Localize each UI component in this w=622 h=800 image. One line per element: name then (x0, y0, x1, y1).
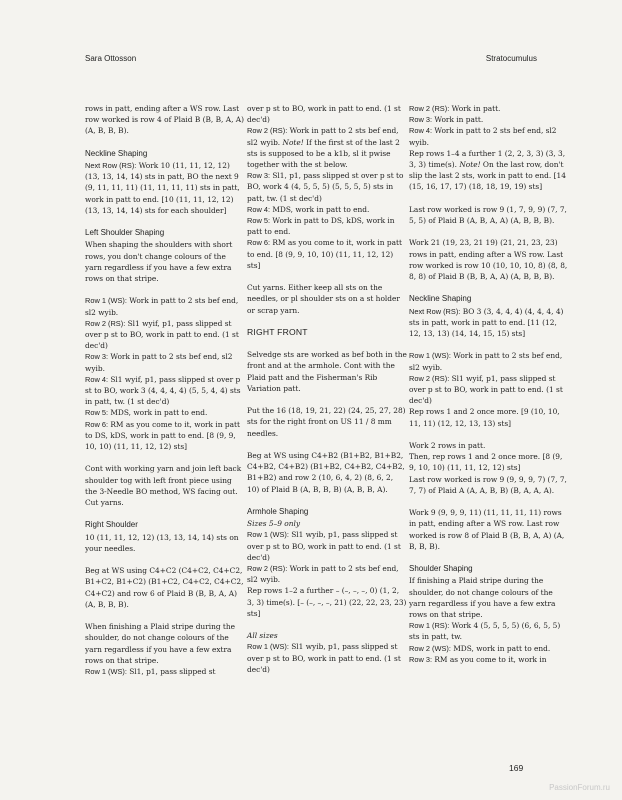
row-text: Work in patt to 2 sts bef end, sl2 wyib. (409, 351, 563, 372)
row-label: Row 6: (247, 238, 271, 248)
row-text: Work in patt to 2 sts bef end, sl2 wyib. (247, 126, 399, 147)
paragraph: When finishing a Plaid stripe during the shoulder, do not change colours of the yarn regardless if you have a few extra rows on that stripe. (85, 622, 236, 665)
instruction-row-1 (409, 620, 569, 642)
row-text: Work in patt. (432, 115, 484, 125)
instruction-row-1 (85, 666, 245, 677)
row-text: RM as you come to it, work in patt to DS, kDS, work in patt to end. [8 (9, 9, 10, 10) (11, 11, 12, 12) sts] (85, 419, 240, 452)
paragraph: Last row worked is row 9 (9, 9, 9, 7) (7, 7, 7, 7) of Plaid A (A, A, B, B) (B, A, A, A). (409, 474, 567, 495)
paragraph: rows in patt, ending after a WS row. Last row worked is row 4 of Plaid B (B, B, A, A) (A, B, B, B). (85, 104, 245, 136)
row-label: Row 1 (WS): (85, 667, 127, 677)
row-text: Work in patt to 2 sts bef end, sl2 wyib. (85, 296, 239, 317)
row-text: Sl1 wyif, p1, pass slipped st over p st to BO, work in patt to end. (1 st dec'd) (409, 373, 563, 406)
paragraph: Put the 16 (18, 19, 21, 22) (24, 25, 27, 28) sts for the right front on US 11 / 8 mm needles. (247, 406, 406, 438)
row-label: Row 2 (RS): (409, 104, 450, 113)
paragraph: Work 9 (9, 9, 9, 11) (11, 11, 11, 11) rows in patt, ending after a WS row. Last row worked is row 8 of Plaid B (B, B, A, A) (A, B, B, B). (409, 508, 565, 551)
paragraph: Beg at WS using C4+C2 (C4+C2, C4+C2, B1+C2, B1+C2) (B1+C2, C4+C2, C4+C2, C4+C2) and row 6 of Plaid B (B, B, A, A) (A, B, B, B). (85, 566, 244, 609)
row-label: Row 2 (RS): (247, 126, 288, 136)
instruction-row-1 (85, 295, 245, 317)
row-text: Sl1 wyif, p1, pass slipped st over p st to BO, work in patt to end. (1 st dec'd) (85, 318, 239, 351)
neckline-shaping-heading: Neckline Shaping (85, 148, 148, 158)
neckline-shaping-heading: Neckline Shaping (409, 294, 472, 304)
row-text: RM as you come to it, work in patt to end. [8 (9, 9, 10, 10) (11, 11, 12, 12) sts] (247, 238, 402, 270)
paragraph: Work 21 (19, 23, 21 19) (21, 21, 23, 23) rows in patt, ending after a WS row. Last row worked is row 10 (10, 10, 10, 8) (8, 8, 8, 8) of Plaid B (B, B, A, A) (A, B, B, B). (409, 238, 568, 282)
instruction-next-row (85, 160, 245, 216)
instruction-row-1 (247, 641, 407, 675)
row-text: Work 4 (5, 5, 5, 5) (6, 6, 5, 5) sts in patt, tw. (409, 621, 561, 642)
instruction-row-2 (409, 643, 569, 654)
row-label: Row 2 (RS): (247, 564, 288, 574)
instruction-row-6 (247, 237, 407, 271)
row-label: Row 5: (85, 408, 109, 418)
instruction-row-2 (247, 125, 407, 170)
row-label: Row 2 (RS): (409, 373, 450, 383)
page-number: 169 (509, 763, 524, 773)
instruction-row-6 (85, 419, 245, 453)
row-label: Row 1 (WS): (409, 351, 451, 361)
row-label: Row 3: (409, 654, 433, 664)
row-text: On the last row, don't slip the last 2 sts, work in patt to end. [14 (15, 16, 17, 17) (18, 18, 19, 19) sts] (409, 160, 566, 192)
row-label: Row 3: (409, 115, 433, 125)
column-3 (409, 103, 569, 665)
paragraph: 10 (11, 11, 12, 12) (13, 13, 14, 14) sts on your needles. (85, 532, 239, 553)
paragraph: Last row worked is row 9 (1, 7, 9, 9) (7, 7, 5, 5) of Plaid B (A, B, A, A) (A, B, B, B). (409, 204, 567, 226)
instruction-row-1 (409, 350, 569, 372)
instruction-row-4 (409, 125, 569, 147)
paragraph: Rep rows 1–2 a further – (–, –, –, 0) (1, 2, 3, 3) time(s). [– (–, –, –, 21) (22, 22, 23, 23) sts] (247, 586, 407, 618)
row-label: Row 3: (247, 171, 271, 181)
row-label: Next Row (RS): (409, 306, 461, 316)
left-shoulder-heading: Left Shoulder Shaping (85, 228, 165, 238)
paragraph: Cut yarns. Either keep all sts on the needles, or pl shoulder sts on a st holder or scrap yarn. (247, 283, 400, 315)
instruction-next-row (409, 306, 569, 340)
note-label: Note! (459, 160, 481, 170)
row-label: Row 2 (WS): (409, 643, 451, 653)
right-front-heading: RIGHT FRONT (247, 327, 308, 338)
row-label: Row 4: (85, 374, 109, 384)
instruction-row-4 (247, 204, 407, 215)
paragraph: When shaping the shoulders with short rows, you don't change colours of the yarn regardless if you have a few extra rows on that stripe. (85, 240, 233, 284)
row-label: Row 1 (WS): (247, 642, 289, 652)
instruction-row-4 (85, 374, 245, 408)
armhole-shaping-heading: Armhole Shaping (247, 507, 309, 517)
row-text: Work in patt to 2 sts bef end, sl2 wyib. (85, 352, 233, 373)
sizes-note: Sizes 5–9 only (247, 519, 301, 529)
instruction-row-3 (409, 654, 569, 665)
shoulder-shaping-heading: Shoulder Shaping (409, 564, 473, 574)
instruction-row-1 (247, 529, 407, 563)
row-label: Row 1 (RS): (409, 621, 450, 631)
paragraph: If finishing a Plaid stripe during the shoulder, do not change colours of the yarn regardless if you have a few extra rows on that stripe. (409, 576, 556, 620)
row-text: Sl1 wyib, p1, pass slipped st over p st to BO, work in patt to end. (1 st dec'd) (247, 530, 401, 562)
paragraph: Beg at WS using C4+B2 (B1+B2, B1+B2, C4+B2, C4+B2) (B1+B2, C4+B2, C4+B2, B1+B2) and row 2 (10, 6, 4, 2) (8, 6, 2, 10) of Plaid B (A, B, B, B) (A, B, B, A). (247, 451, 405, 494)
running-header-title: Stratocumulus (485, 54, 537, 63)
watermark: PassionForum.ru (549, 783, 610, 792)
note-label: Note! (282, 137, 304, 147)
paragraph: Cont with working yarn and join left back shoulder tog with left front piece using the 3-Needle BO method, WS facing out. Cut yarns. (85, 464, 242, 508)
row-text: MDS, work in patt to end. (108, 408, 208, 418)
instruction-row-2 (247, 563, 407, 585)
row-text: RM as you come to it, work in (432, 654, 547, 664)
row-text: Work in patt. (449, 104, 501, 113)
row-label: Row 3: (85, 352, 109, 362)
row-text: If the first st of the last 2 sts is supposed to be a k1b, sl it pwise together with the st below. (247, 137, 400, 170)
paragraph: Work 2 rows in patt. (409, 441, 486, 451)
instruction-row-2 (85, 318, 245, 352)
row-label: Row 2 (RS): (85, 318, 126, 328)
sizes-note: All sizes (247, 631, 278, 641)
row-text: BO 3 (3, 4, 4, 4) (4, 4, 4, 4) sts in patt, work in patt to end. [11 (12, 12, 13, 13) (14, 14, 15, 15) sts] (409, 306, 564, 339)
column-1 (85, 103, 245, 677)
paragraph: Rep rows 1 and 2 once more. [9 (10, 10, 11, 11) (12, 12, 13, 13) sts] (409, 407, 560, 428)
row-text: MDS, work in patt to end. (450, 643, 551, 653)
row-text: Rep rows 1–4 a further 1 (2, 2, 3, 3) (3, 3, 3, 3) time(s). (409, 148, 566, 170)
row-label: Next Row (RS): (85, 161, 137, 170)
row-label: Row 1 (WS): (247, 530, 289, 540)
instruction-row-3 (85, 351, 245, 373)
row-label: Row 6: (85, 419, 109, 429)
instruction-row-3 (247, 170, 407, 204)
row-text: MDS, work in patt to end. (270, 204, 370, 214)
row-label: Row 1 (WS): (85, 296, 127, 306)
instruction-row-5 (85, 407, 245, 418)
instruction-row-2 (409, 103, 569, 114)
row-label: Row 4: (247, 204, 271, 214)
instruction-row-3 (409, 114, 569, 125)
row-text: Sl1, p1, pass slipped st over p st to BO, work 4 (4, 5, 5, 5) (5, 5, 5, 5) sts in patt, tw. (1 st dec'd) (247, 171, 404, 203)
paragraph (409, 148, 569, 193)
row-text: Work 10 (11, 11, 12, 12) (13, 13, 14, 14) sts in patt, BO the next 9 (9, 11, 11, 11) (11, 11, 11, 11) sts in patt, work in patt to end. [10 (11, 11, 12, 12) (13, 13, 14, 14) sts for each shoulder] (85, 161, 240, 215)
running-header-author: Sara Ottosson (85, 54, 137, 63)
row-text: Sl1 wyif, p1, pass slipped st over p st to BO, work 3 (4, 4, 4, 4) (5, 5, 4, 4) sts in patt, tw. (1 st dec'd) (85, 374, 241, 407)
row-text: Work in patt to 2 sts bef end, sl2 wyib. (247, 564, 399, 585)
instruction-row-2 (409, 373, 569, 407)
row-text: Sl1 wyib, p1, pass slipped st over p st to BO, work in patt to end. (1 st dec'd) (247, 642, 401, 674)
row-text: Work in patt to 2 sts bef end, sl2 wyib. (409, 126, 557, 147)
instruction-row-5 (247, 215, 407, 237)
right-shoulder-heading: Right Shoulder (85, 520, 138, 530)
row-label: Row 5: (247, 216, 271, 226)
paragraph: over p st to BO, work in patt to end. (1 st dec'd) (247, 104, 401, 125)
row-text: Work in patt to DS, kDS, work in patt to end. (247, 216, 395, 237)
paragraph: Selvedge sts are worked as bef both in the front and at the armhole. Cont with the Plaid patt and the Fisherman's Rib Variation patt. (247, 350, 407, 393)
row-text: Sl1, p1, pass slipped st (126, 667, 216, 677)
paragraph: Then, rep rows 1 and 2 once more. [8 (9, 9, 10, 10) (11, 11, 12, 12) sts] (409, 452, 563, 473)
row-label: Row 4: (409, 126, 433, 136)
column-2 (247, 103, 407, 675)
